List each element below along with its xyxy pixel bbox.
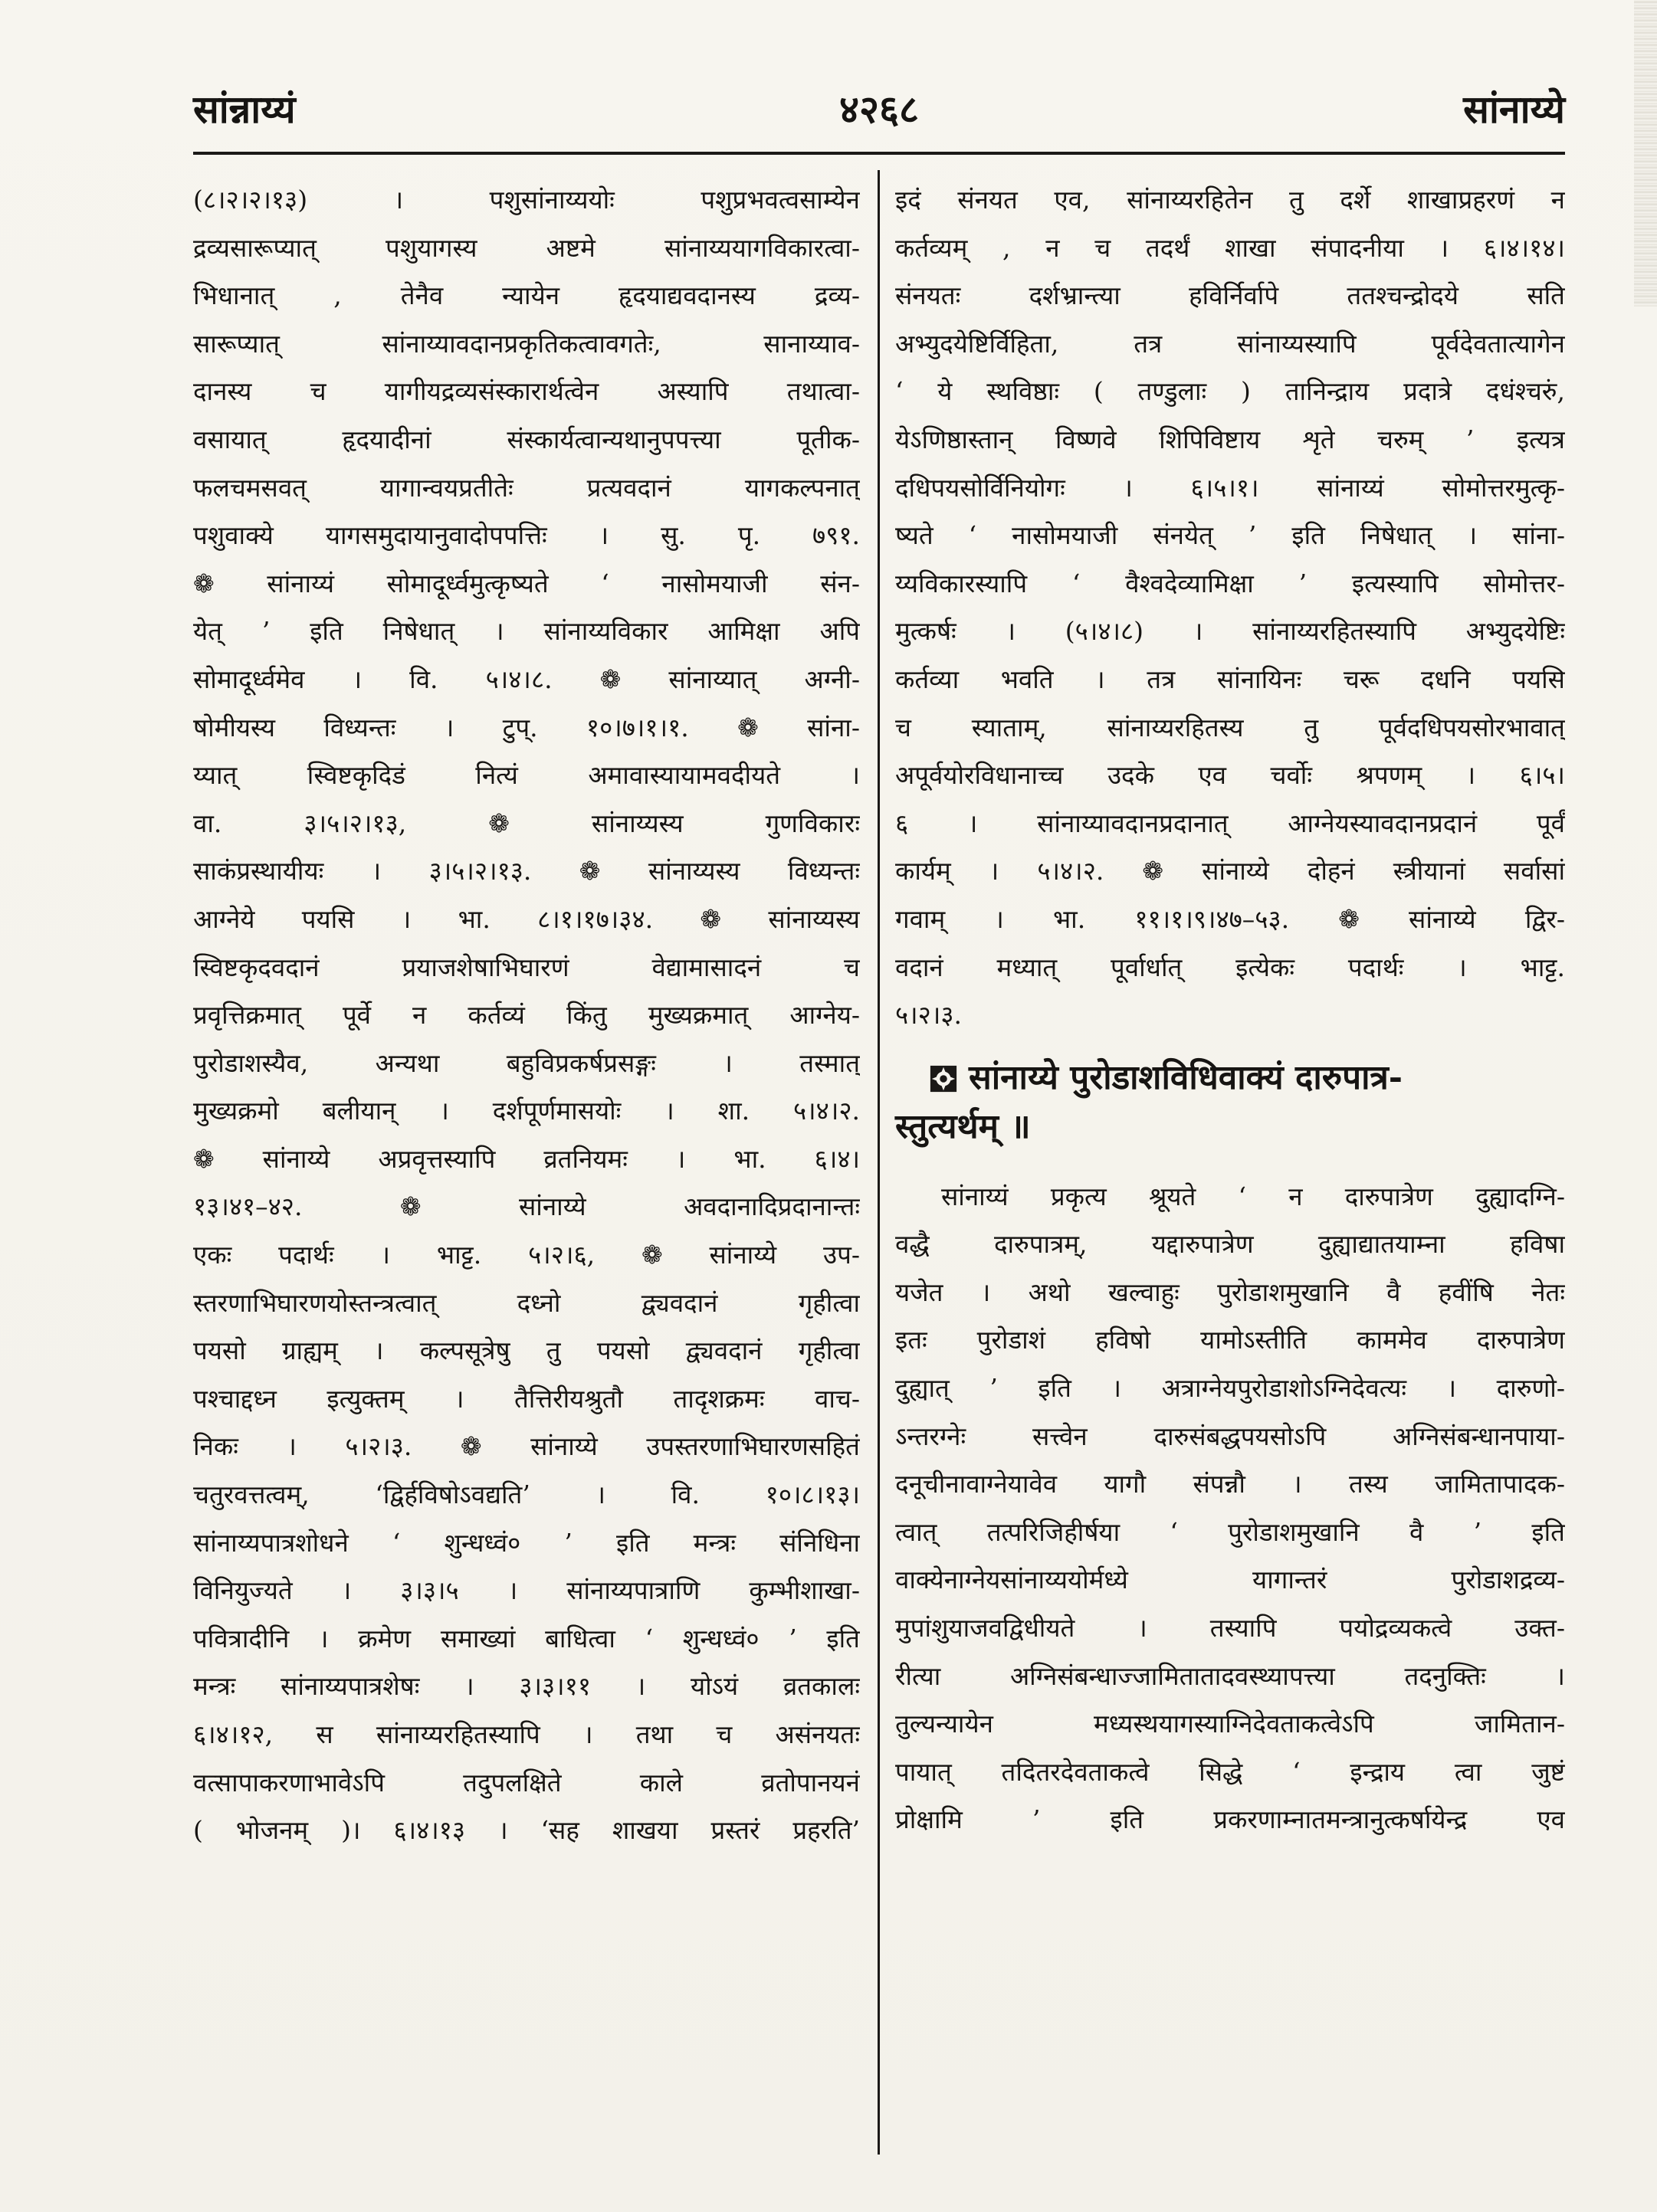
right-column-bottom-text	[895, 1173, 1565, 1844]
text-line: त्वात् तत्परिजिहीर्षया ‘ पुरोडाशमुखानि वै ’ इति	[895, 1516, 1565, 1547]
text-line: ऽन्तरग्नेः सत्त्वेन दारुसंबद्धपयसोऽपि अग्निसंबन्धानपाया-	[895, 1421, 1565, 1451]
text-line: कर्तव्या भवति । तत्र सांनायिनः चरू दधनि पयसि	[895, 664, 1565, 694]
text-line: ५।२।३.	[895, 1000, 962, 1031]
page-number: ४२६८	[839, 87, 919, 132]
text-line: स्तरणाभिघारणयोस्तन्त्रत्वात् दध्नो द्व्यवदानं गृहीत्वा	[193, 1287, 860, 1318]
text-line: तुल्यन्यायेन मध्यस्थयागस्याग्निदेवताकत्वेऽपि जामितान-	[895, 1709, 1565, 1739]
lotus-ornament-icon	[929, 1064, 958, 1093]
text-line: एकः पदार्थः । भाट्ट. ५।२।६, ❁ सांनाय्ये उप-	[193, 1240, 860, 1270]
text-line: इतः पुरोडाशं हविषो यामोऽस्तीति काममेव दारुपात्रेण	[895, 1325, 1565, 1355]
section-spacer	[895, 1152, 1565, 1173]
text-line: वसायात् हृदयादीनां संस्कार्यत्वान्यथानुपपत्त्या पूतीक-	[193, 424, 860, 454]
text-line: इदं संनयत एव, सांनाय्यरहितेन तु दर्शे शाखाप्रहरणं न	[895, 185, 1565, 215]
text-line: वा. ३।५।२।१३, ❁ सांनाय्यस्य गुणविकारः	[193, 808, 860, 838]
header-rule	[193, 152, 1565, 155]
text-line: स्विष्टकृदवदानं प्रयाजशेषाभिघारणं वेद्यामासादनं च	[193, 952, 860, 982]
header-left-word: सांन्नाय्यं	[193, 87, 296, 132]
text-line: प्रवृत्तिक्रमात् पूर्वे न कर्तव्यं किंतु मुख्यक्रमात् आग्नेय-	[193, 1000, 860, 1031]
text-line: पश्चाद्दध्न इत्युक्तम् । तैत्तिरीयश्रुतौ तादृशक्रमः वाच-	[193, 1383, 860, 1414]
text-line: ६ । सांनाय्यावदानप्रदानात् आग्नेयस्यावदानप्रदानं पूर्वं	[895, 808, 1565, 838]
text-line: द्रव्यसारूप्यात् पशुयागस्य अष्टमे सांनाय्ययागविकारत्वा-	[193, 232, 860, 263]
text-line: १३।४१–४२. ❁ सांनाय्ये अवदानादिप्रदानान्तः	[193, 1191, 860, 1222]
text-line: ६।४।१२, स सांनाय्यरहितस्यापि । तथा च असंनयतः	[193, 1719, 860, 1749]
section-heading-text-1: सांनाय्ये पुरोडाशविधिवाक्यं दारुपात्र-	[969, 1057, 1403, 1097]
right-column	[895, 176, 1565, 1844]
right-column-top-text	[895, 176, 1565, 1040]
text-line: ❁ सांनाय्यं सोमादूर्ध्वमुत्कृष्यते ‘ नासोमयाजी संन-	[193, 568, 860, 598]
text-line: य्यविकारस्यापि ‘ वैश्वदेव्यामिक्षा ’ इत्यस्यापि सोमोत्तर-	[895, 568, 1565, 598]
text-line: अपूर्वयोरविधानाच्च उदके एव चर्वोः श्रपणम् । ६।५।	[895, 760, 1565, 791]
text-line: दानस्य च यागीयद्रव्यसंस्कारार्थत्वेन अस्यापि तथात्वा-	[193, 376, 860, 407]
text-line: पवित्रादीनि । क्रमेण समाख्यां बाधित्वा ‘ शुन्धध्वं० ’ इति	[193, 1623, 860, 1653]
text-line: कर्तव्यम् , न च तदर्थं शाखा संपादनीया । ६।४।१४।	[895, 232, 1565, 263]
text-line: च स्याताम्, सांनाय्यरहितस्य तु पूर्वदधिपयसोरभावात्	[895, 712, 1565, 742]
text-line: येत् ’ इति निषेधात् । सांनाय्यविकार आमिक्षा अपि	[193, 616, 860, 647]
text-line: रीत्या अग्निसंबन्धाज्जामितातादवस्थ्यापत्त्या तदनुक्तिः ।	[895, 1660, 1565, 1691]
left-column	[193, 176, 860, 1855]
text-line: पयसो ग्राह्यम् । कल्पसूत्रेषु तु पयसो द्व्यवदानं गृहीत्वा	[193, 1335, 860, 1366]
text-line: वत्सापाकरणाभावेऽपि तदुपलक्षिते काले व्रतोपानयनं	[193, 1767, 860, 1797]
text-line: वद्धै दारुपात्रम्, यद्दारुपात्रेण दुह्याद्यातयाम्ना हविषा	[895, 1229, 1565, 1260]
text-line: ❁ सांनाय्ये अप्रवृत्तस्यापि व्रतनियमः । भा. ६।४।	[193, 1143, 860, 1174]
text-line: प्रोक्षामि ’ इति प्रकरणाम्नातमन्त्रानुत्कर्षायेन्द्र एव	[895, 1804, 1565, 1835]
text-line: पुरोडाशस्यैव, अन्यथा बहुविप्रकर्षप्रसङ्गः । तस्मात्	[193, 1047, 860, 1078]
text-line: षोमीयस्य विध्यन्तः । टुप्. १०।७।१।१. ❁ सांना-	[193, 712, 860, 742]
section-heading-line-2: स्तुत्यर्थम् ॥	[895, 1106, 1031, 1146]
text-line: फलचमसवत् यागान्वयप्रतीतेः प्रत्यवदानं यागकल्पनात्	[193, 472, 860, 503]
section-heading	[895, 1054, 1565, 1152]
text-line: मुत्कर्षः । (५।४।८) । सांनाय्यरहितस्यापि अभ्युदयेष्टिः	[895, 616, 1565, 647]
text-line: अभ्युदयेष्टिर्विहिता, तत्र सांनाय्यस्यापि पूर्वदेवतात्यागेन	[895, 328, 1565, 359]
text-line: ‘ ये स्थविष्ठाः ( तण्डुलाः ) तानिन्द्राय प्रदात्रे दधंश्चरुं,	[895, 376, 1565, 407]
text-line: सांनाय्यपात्रशोधने ‘ शुन्धध्वं० ’ इति मन्त्रः संनिधिना	[193, 1527, 860, 1558]
text-line: मुपांशुयाजवद्विधीयते । तस्यापि पयोद्रव्यकत्वे उक्त-	[895, 1613, 1565, 1643]
page-edge-scan-artifact	[1634, 0, 1657, 306]
text-line: दधिपयसोर्विनियोगः । ६।५।१। सांनाय्यं सोमोत्तरमुत्कृ-	[895, 472, 1565, 503]
text-line: दुह्यात् ’ इति । अत्राग्नेयपुरोडाशोऽग्निदेवत्यः । दारुणो-	[895, 1373, 1565, 1404]
header-right-word: सांनाय्ये	[1463, 87, 1565, 132]
text-line: भिधानात् , तेनैव न्यायेन हृदयाद्यवदानस्य द्रव्य-	[193, 280, 860, 311]
text-line: य्यात् स्विष्टकृदिडं नित्यं अमावास्यायामवदीयते ।	[193, 760, 860, 791]
text-line: मुख्यक्रमो बलीयान् । दर्शपूर्णमासयोः । शा. ५।४।२.	[193, 1096, 860, 1126]
text-line: निकः । ५।२।३. ❁ सांनाय्ये उपस्तरणाभिघारणसहितं	[193, 1431, 860, 1462]
text-line: आग्नेये पयसि । भा. ८।१।१७।३४. ❁ सांनाय्यस्य	[193, 903, 860, 934]
text-line: चतुरवत्तत्वम्, ‘द्विर्हविषोऽवद्यति’ । वि. १०।८।१३।	[193, 1480, 860, 1510]
text-line: मन्त्रः सांनाय्यपात्रशेषः । ३।३।११ । योऽयं व्रतकालः	[193, 1671, 860, 1702]
text-line: ( भोजनम् )। ६।४।१३ । ‘सह शाखया प्रस्तरं प्रहरति’	[193, 1815, 860, 1846]
text-line: सारूप्यात् सांनाय्यावदानप्रकृतिकत्वावगतेः, सानाय्याव-	[193, 328, 860, 359]
text-line: (८।२।२।१३) । पशुसांनाय्ययोः पशुप्रभवत्वसाम्येन	[193, 185, 860, 215]
text-line: साकंप्रस्थायीयः । ३।५।२।१३. ❁ सांनाय्यस्य विध्यन्तः	[193, 856, 860, 886]
text-line: यजेत । अथो खल्वाहुः पुरोडाशमुखानि वै हवींषि नेतः	[895, 1276, 1565, 1307]
text-line: वदानं मध्यात् पूर्वार्धात् इत्येकः पदार्थः । भाट्ट.	[895, 952, 1565, 982]
text-line: वाक्येनाग्नेयसांनाय्ययोर्मध्ये यागान्तरं पुरोडाशद्रव्य-	[895, 1565, 1565, 1595]
text-line: येऽणिष्ठास्तान् विष्णवे शिपिविष्टाय शृते चरुम् ’ इत्यत्र	[895, 424, 1565, 454]
text-line: पशुवाक्ये यागसमुदायानुवादोपपत्तिः । सु. पृ. ७९१.	[193, 520, 860, 551]
text-line: विनियुज्यते । ३।३।५ । सांनाय्यपात्राणि कुम्भीशाखा-	[193, 1575, 860, 1606]
text-line: संनयतः दर्शभ्रान्त्या हविर्निर्वापे ततश्चन्द्रोदये सति	[895, 280, 1565, 311]
section-heading-line-1	[895, 1054, 1565, 1103]
text-line: सांनाय्यं प्रकृत्य श्रूयते ‘ न दारुपात्रेण दुह्यादग्नि-	[941, 1181, 1565, 1211]
text-line: कार्यम् । ५।४।२. ❁ सांनाय्ये दोहनं स्त्रीयानां सर्वासां	[895, 856, 1565, 886]
column-divider	[878, 170, 880, 2155]
running-header	[193, 83, 1565, 136]
text-line: गवाम् । भा. ११।१।९।४७–५३. ❁ सांनाय्ये द्विर-	[895, 903, 1565, 934]
text-line: दनूचीनावाग्नेयावेव यागौ संपन्नौ । तस्य जामितापादक-	[895, 1469, 1565, 1499]
text-line: ष्यते ‘ नासोमयाजी संनयेत् ’ इति निषेधात् । सांना-	[895, 520, 1565, 551]
text-line: सोमादूर्ध्वमेव । वि. ५।४।८. ❁ सांनाय्यात् अग्नी-	[193, 664, 860, 694]
text-line: पायात् तदितरदेवताकत्वे सिद्धे ‘ इन्द्राय त्वा जुष्टं	[895, 1756, 1565, 1787]
